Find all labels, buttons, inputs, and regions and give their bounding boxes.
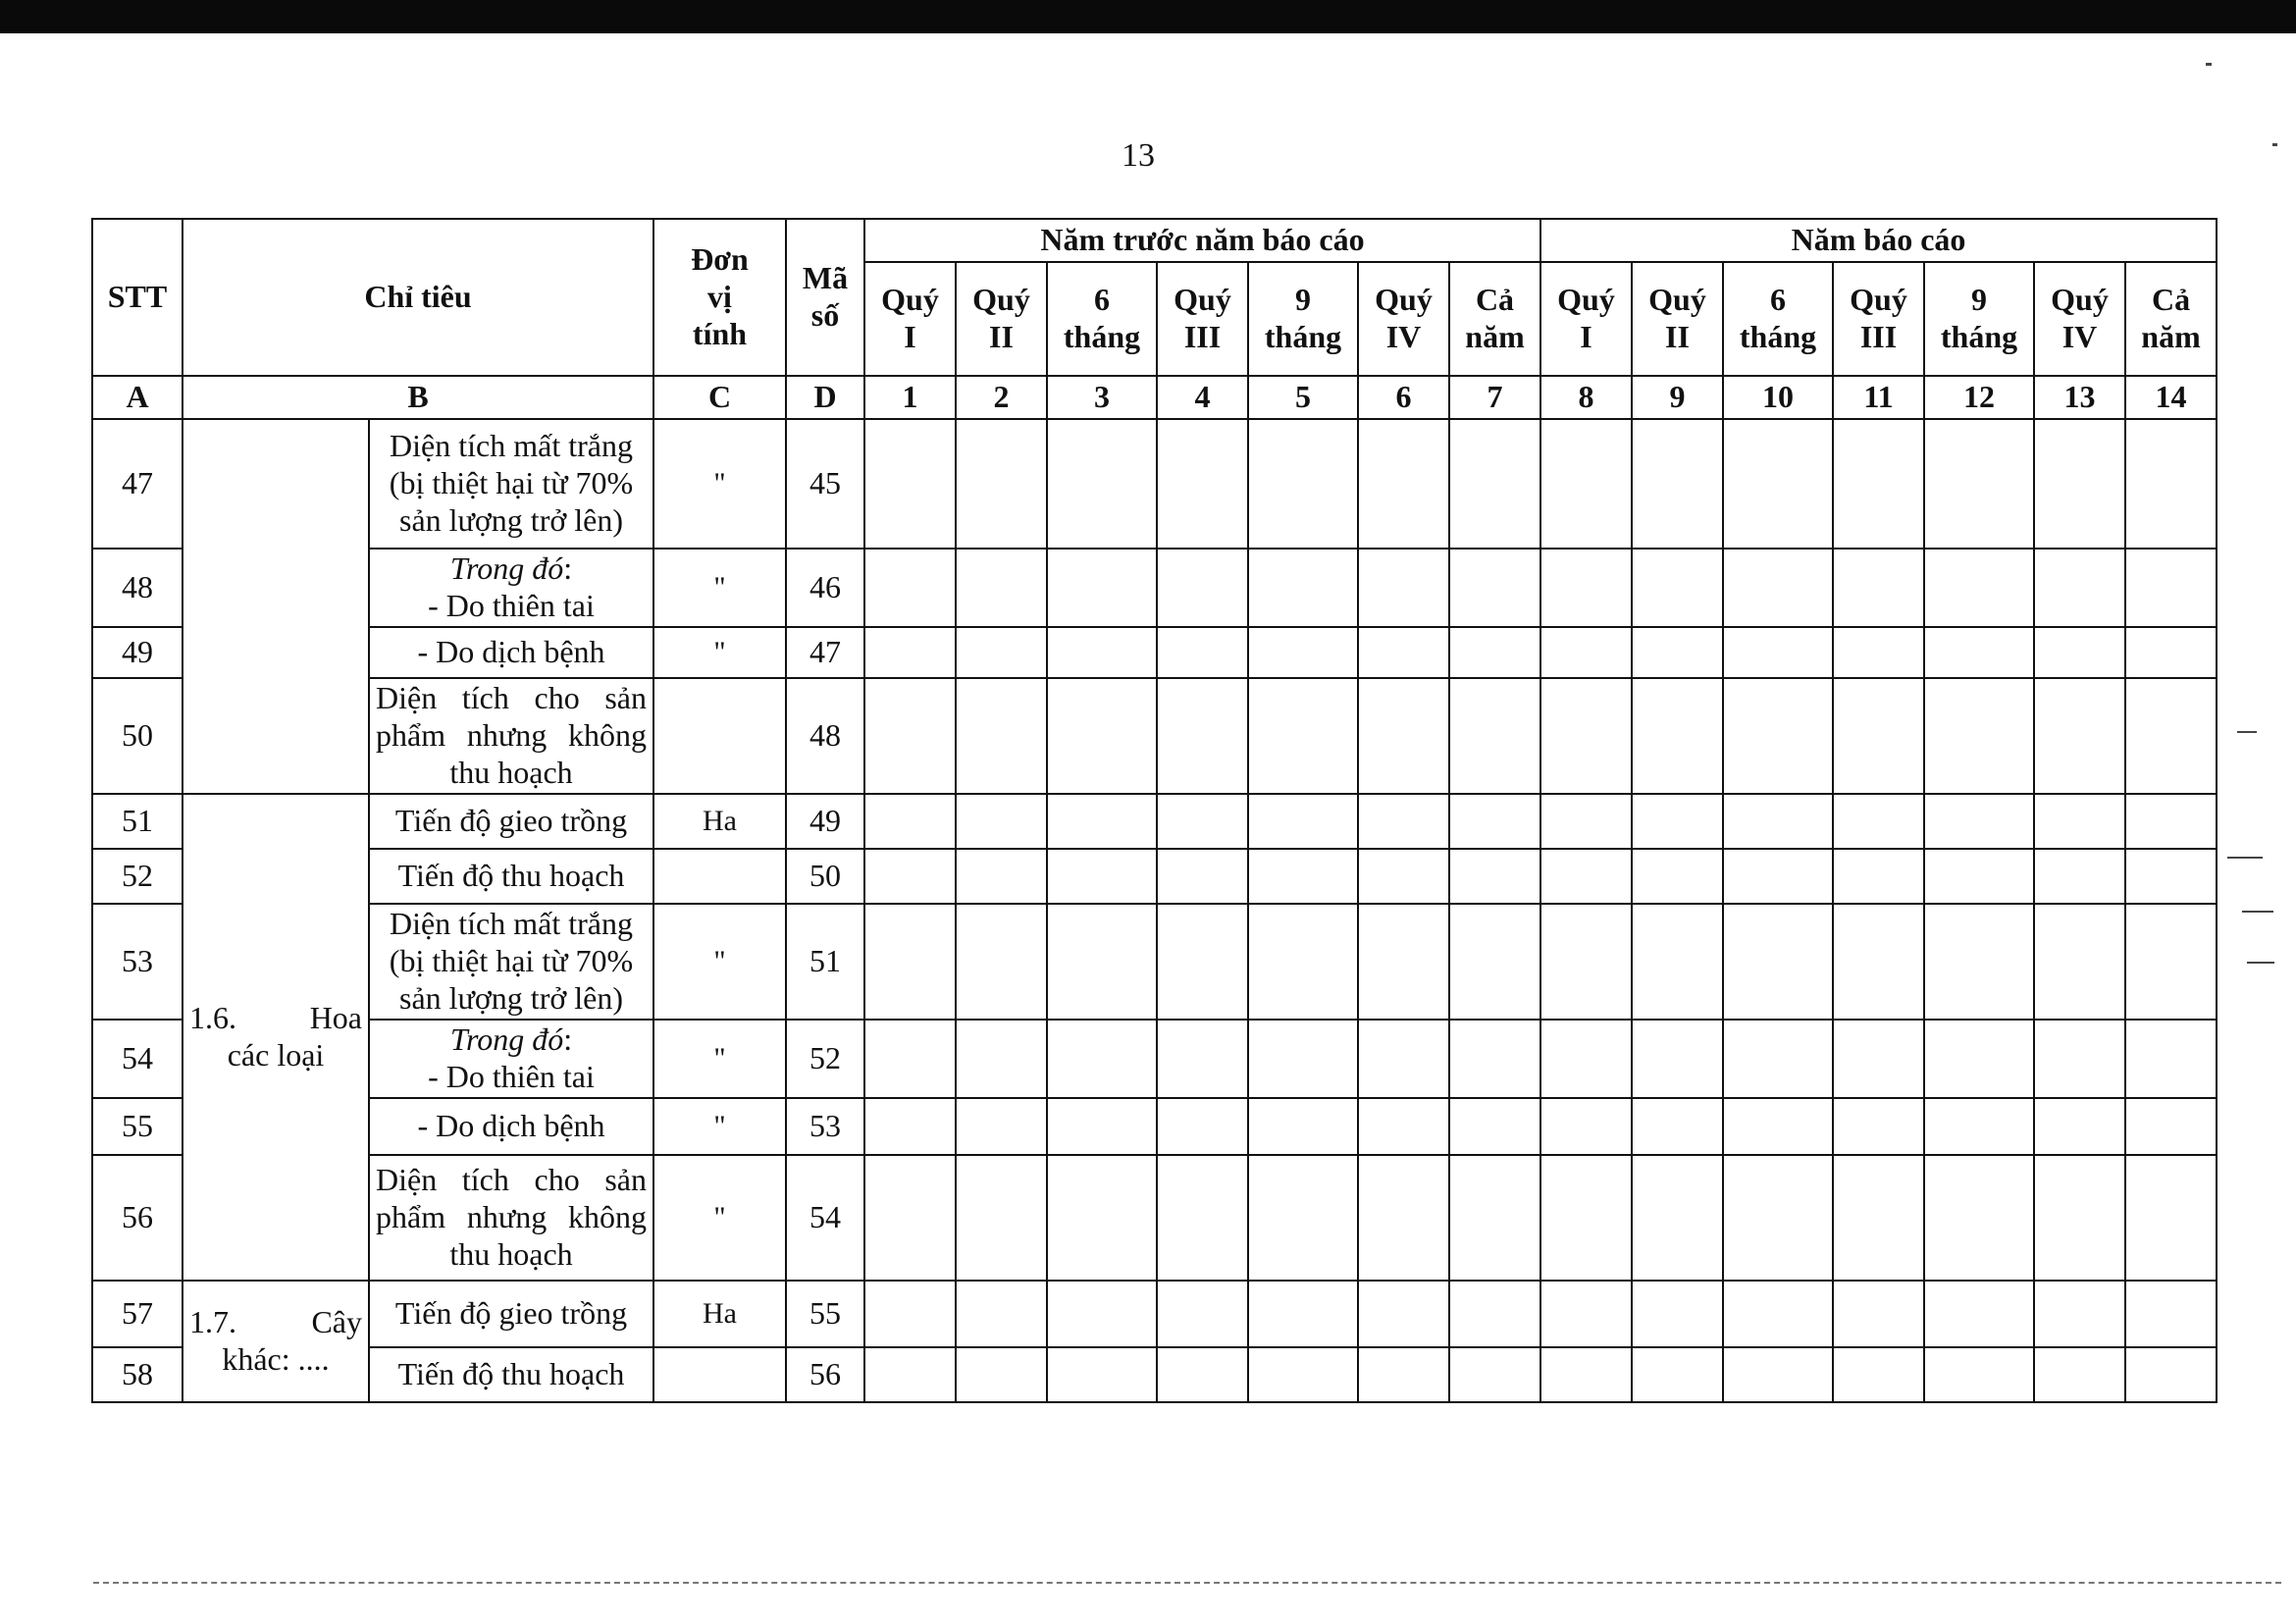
- chi-tieu-line: phẩm nhưng không: [376, 717, 647, 754]
- row-ma-so: 54: [786, 1155, 864, 1281]
- row-chi-tieu: [369, 904, 653, 1020]
- row-chi-tieu: - Do dịch bệnh: [369, 1098, 653, 1155]
- row-unit: [653, 849, 786, 904]
- row-stt: 58: [92, 1347, 183, 1402]
- scan-speck: [2272, 143, 2277, 146]
- row-chi-tieu: [369, 1020, 653, 1098]
- header-period: Quý IV: [2034, 262, 2125, 376]
- header-period: Quý II: [956, 262, 1047, 376]
- row-ma-so: 48: [786, 678, 864, 794]
- header-period: 9 tháng: [1248, 262, 1358, 376]
- scan-footer-dashes: [93, 1582, 2281, 1588]
- header-period: Quý I: [864, 262, 956, 376]
- row-unit: ": [653, 419, 786, 549]
- chi-tieu-line: Diện tích cho sản: [376, 680, 647, 716]
- report-table: [91, 218, 2218, 1403]
- row-unit: ": [653, 549, 786, 627]
- header-period: Quý IV: [1358, 262, 1449, 376]
- header-ma-so: [786, 219, 864, 376]
- code-number: 4: [1157, 376, 1248, 419]
- row-ma-so: 45: [786, 419, 864, 549]
- row-chi-tieu: Tiến độ gieo trồng: [369, 1281, 653, 1347]
- chi-tieu-line: (bị thiệt hại từ 70%: [389, 943, 634, 979]
- row-unit: Ha: [653, 794, 786, 849]
- header-row-groups: [92, 219, 2217, 262]
- header-period: Quý III: [1833, 262, 1924, 376]
- header-period: 6 tháng: [1047, 262, 1157, 376]
- code-c: C: [653, 376, 786, 419]
- table-row: [92, 794, 2217, 849]
- row-chi-tieu: Tiến độ gieo trồng: [369, 794, 653, 849]
- chi-tieu-line: Trong đó: [449, 1021, 564, 1058]
- row-chi-tieu: [369, 678, 653, 794]
- code-number: 1: [864, 376, 956, 419]
- chi-tieu-line: sản lượng trở lên): [398, 501, 624, 538]
- group-label-line: [189, 1304, 362, 1341]
- table-row: [92, 1281, 2217, 1347]
- chi-tieu-line: phẩm nhưng không: [376, 1199, 647, 1235]
- table-row: [92, 627, 2217, 678]
- code-number: 10: [1723, 376, 1833, 419]
- table-row: [92, 849, 2217, 904]
- header-period: Quý III: [1157, 262, 1248, 376]
- group-cell-cay-khac: [183, 1281, 369, 1402]
- group-cell-empty: [183, 419, 369, 794]
- row-unit: [653, 1347, 786, 1402]
- table-row: [92, 1347, 2217, 1402]
- code-number: 12: [1924, 376, 2034, 419]
- row-unit: ": [653, 627, 786, 678]
- row-stt: 53: [92, 904, 183, 1020]
- row-stt: 47: [92, 419, 183, 549]
- header-stt: STT: [92, 219, 183, 376]
- header-don-vi-tinh: [653, 219, 786, 376]
- scan-speck: [2242, 911, 2273, 913]
- group-label-number: 1.6.: [189, 1000, 236, 1036]
- group-label-line: khác: ....: [222, 1341, 330, 1377]
- row-chi-tieu: Tiến độ thu hoạch: [369, 1347, 653, 1402]
- chi-tieu-line: thu hoạch: [449, 754, 573, 790]
- header-period: Quý II: [1632, 262, 1723, 376]
- group-label-word: Cây: [311, 1304, 362, 1340]
- table-row: [92, 1155, 2217, 1281]
- table-row: [92, 1020, 2217, 1098]
- chi-tieu-line: thu hoạch: [449, 1235, 573, 1272]
- code-number: 11: [1833, 376, 1924, 419]
- row-unit: ": [653, 1020, 786, 1098]
- code-a: A: [92, 376, 183, 419]
- row-ma-so: 52: [786, 1020, 864, 1098]
- table-row: [92, 1098, 2217, 1155]
- row-unit: ": [653, 1098, 786, 1155]
- row-chi-tieu: - Do dịch bệnh: [369, 627, 653, 678]
- scan-speck: [2237, 731, 2257, 733]
- chi-tieu-line: Trong đó: [449, 550, 564, 587]
- scan-speck: [2227, 857, 2263, 859]
- code-number: 6: [1358, 376, 1449, 419]
- code-b: B: [183, 376, 653, 419]
- row-unit: ": [653, 904, 786, 1020]
- row-chi-tieu: Tiến độ thu hoạch: [369, 849, 653, 904]
- table-row: [92, 419, 2217, 549]
- code-number: 3: [1047, 376, 1157, 419]
- header-group-report-year: Năm báo cáo: [1540, 219, 2217, 262]
- group-label-number: 1.7.: [189, 1304, 236, 1340]
- row-unit: ": [653, 1155, 786, 1281]
- row-stt: 52: [92, 849, 183, 904]
- row-ma-so: 51: [786, 904, 864, 1020]
- row-unit: Ha: [653, 1281, 786, 1347]
- header-period: Cả năm: [1449, 262, 1540, 376]
- page-number: 13: [1122, 137, 1155, 174]
- scan-speck: [2247, 962, 2274, 964]
- header-period: Quý I: [1540, 262, 1632, 376]
- scan-top-border: [0, 0, 2296, 33]
- row-chi-tieu: [369, 1155, 653, 1281]
- chi-tieu-line: Diện tích cho sản: [376, 1162, 647, 1198]
- chi-tieu-line: - Do thiên tai: [428, 1059, 595, 1094]
- chi-tieu-line: (bị thiệt hại từ 70%: [389, 465, 634, 501]
- group-label-word: Hoa: [309, 1000, 362, 1036]
- row-unit: [653, 678, 786, 794]
- code-number: 5: [1248, 376, 1358, 419]
- code-number: 7: [1449, 376, 1540, 419]
- row-ma-so: 53: [786, 1098, 864, 1155]
- row-stt: 54: [92, 1020, 183, 1098]
- row-chi-tieu: [369, 549, 653, 627]
- row-ma-so: 50: [786, 849, 864, 904]
- row-ma-so: 47: [786, 627, 864, 678]
- header-chi-tieu: Chỉ tiêu: [183, 219, 653, 376]
- row-ma-so: 46: [786, 549, 864, 627]
- chi-tieu-colon: :: [563, 550, 573, 587]
- code-number: 2: [956, 376, 1047, 419]
- group-label-line: các loại: [227, 1037, 325, 1073]
- row-stt: 57: [92, 1281, 183, 1347]
- code-number: 8: [1540, 376, 1632, 419]
- group-cell-hoa: [183, 794, 369, 1281]
- chi-tieu-line: - Do thiên tai: [428, 588, 595, 623]
- header-period: 9 tháng: [1924, 262, 2034, 376]
- table-row: [92, 549, 2217, 627]
- table-row: [92, 678, 2217, 794]
- chi-tieu-line: sản lượng trở lên): [398, 979, 624, 1016]
- row-stt: 48: [92, 549, 183, 627]
- chi-tieu-colon: :: [563, 1021, 573, 1058]
- header-period: 6 tháng: [1723, 262, 1833, 376]
- row-stt: 51: [92, 794, 183, 849]
- header-group-prev-year: Năm trước năm báo cáo: [864, 219, 1540, 262]
- code-d: D: [786, 376, 864, 419]
- header-row-codes: [92, 376, 2217, 419]
- header-ma-so-text: Mã số: [802, 260, 849, 333]
- chi-tieu-line: Diện tích mất trắng: [390, 428, 633, 464]
- row-stt: 56: [92, 1155, 183, 1281]
- header-don-vi-tinh-text: Đơn vị tính: [691, 241, 749, 351]
- scan-speck: [2206, 63, 2212, 66]
- table-row: [92, 904, 2217, 1020]
- group-label-line: [189, 1000, 362, 1037]
- row-chi-tieu: [369, 419, 653, 549]
- row-stt: 55: [92, 1098, 183, 1155]
- chi-tieu-line: Diện tích mất trắng: [390, 906, 633, 942]
- row-ma-so: 56: [786, 1347, 864, 1402]
- row-ma-so: 55: [786, 1281, 864, 1347]
- code-number: 14: [2125, 376, 2217, 419]
- header-period: Cả năm: [2125, 262, 2217, 376]
- code-number: 13: [2034, 376, 2125, 419]
- code-number: 9: [1632, 376, 1723, 419]
- row-ma-so: 49: [786, 794, 864, 849]
- row-stt: 50: [92, 678, 183, 794]
- row-stt: 49: [92, 627, 183, 678]
